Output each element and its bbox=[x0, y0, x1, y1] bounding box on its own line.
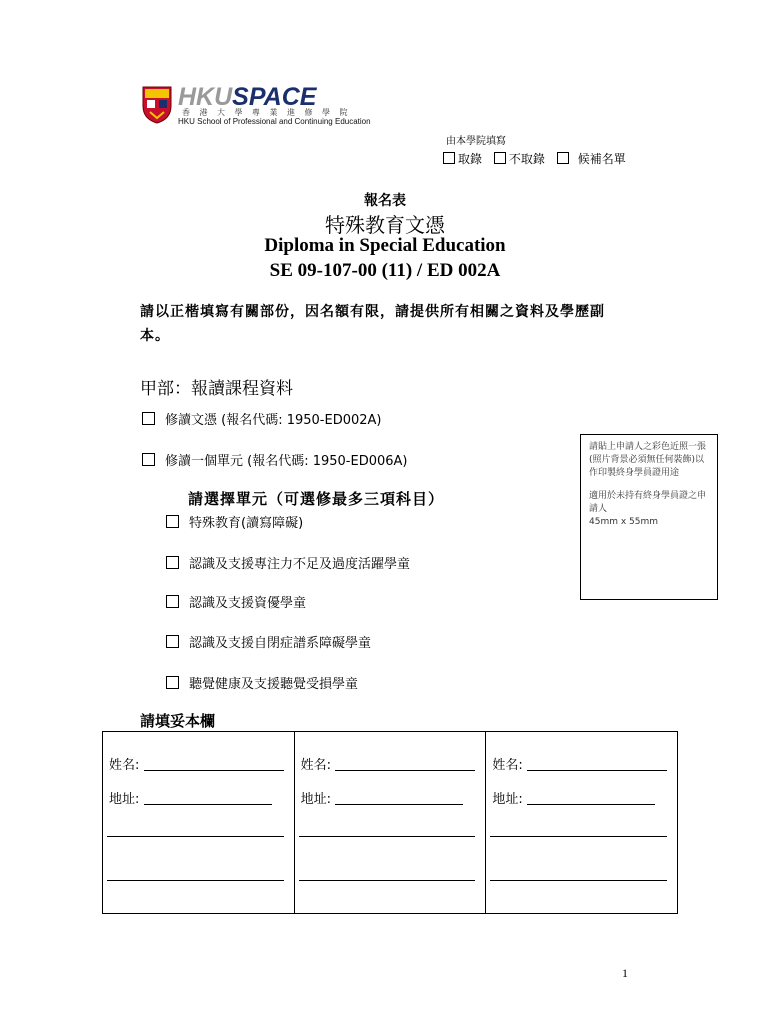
name-field[interactable] bbox=[527, 770, 667, 771]
name-field[interactable] bbox=[335, 770, 475, 771]
name-label: 姓名: bbox=[492, 758, 523, 773]
checkbox[interactable] bbox=[166, 556, 179, 569]
photo-instruction: 請貼上申請人之彩色近照一張(照片背景必須無任何裝飾)以作印製終身學員證用途 bbox=[589, 442, 707, 478]
checkbox[interactable] bbox=[166, 515, 179, 528]
office-use-label: 由本學院填寫 bbox=[446, 136, 506, 147]
module-prompt: 請選擇單元（可選修最多三項科目） bbox=[188, 490, 445, 508]
notice-text: 請以正楷填寫有關部份，因名額有限，請提供所有相關之資料及學歷副本。 bbox=[140, 304, 605, 344]
checkbox[interactable] bbox=[166, 595, 179, 608]
page-number: 1 bbox=[622, 966, 628, 980]
option-single-module[interactable] bbox=[142, 450, 408, 469]
photo-size: 45mm x 55mm bbox=[589, 517, 659, 527]
photo-box[interactable] bbox=[580, 434, 718, 600]
option-diploma[interactable] bbox=[142, 409, 382, 428]
module-option[interactable] bbox=[166, 553, 410, 572]
address-section-title: 請填妥本欄 bbox=[140, 712, 216, 730]
brand-chinese-name: 香港大學專業進修學院 bbox=[182, 108, 357, 117]
option-admitted: 取錄 bbox=[458, 152, 483, 166]
option-waitlist: 候補名單 bbox=[577, 152, 626, 166]
module-label: 聽覺健康及支援聽覺受損學童 bbox=[189, 677, 359, 692]
address-row bbox=[301, 788, 464, 807]
module-option[interactable] bbox=[166, 632, 371, 651]
name-row bbox=[492, 754, 667, 773]
address-line[interactable] bbox=[299, 836, 476, 837]
address-line[interactable] bbox=[299, 880, 476, 881]
programme-code: SE 09-107-00 (11) / ED 002A bbox=[269, 260, 501, 281]
module-option[interactable] bbox=[166, 592, 306, 611]
checkbox[interactable] bbox=[443, 152, 455, 164]
name-label: 姓名: bbox=[109, 758, 140, 773]
address-row bbox=[109, 788, 272, 807]
module-label: 認識及支援資優學童 bbox=[189, 596, 307, 611]
option-not-admitted: 不取錄 bbox=[508, 152, 545, 166]
module-option[interactable] bbox=[166, 673, 358, 692]
address-label-cell[interactable] bbox=[486, 732, 677, 913]
address-label: 地址: bbox=[300, 792, 332, 807]
name-row bbox=[301, 754, 476, 773]
address-line[interactable] bbox=[107, 880, 284, 881]
checkbox[interactable] bbox=[142, 412, 155, 425]
module-label: 認識及支援自閉症譜系障礙學童 bbox=[189, 636, 372, 651]
form-title: 報名表 bbox=[364, 193, 406, 209]
address-field[interactable] bbox=[335, 804, 463, 805]
name-row bbox=[109, 754, 284, 773]
module-label: 認識及支援專注力不足及過度活躍學童 bbox=[189, 557, 411, 572]
address-row bbox=[492, 788, 655, 807]
programme-title-zh: 特殊教育文憑 bbox=[325, 213, 445, 237]
checkbox[interactable] bbox=[142, 453, 155, 466]
section-a-title: 甲部：報讀課程資料 bbox=[140, 379, 293, 399]
address-line[interactable] bbox=[490, 880, 667, 881]
address-line[interactable] bbox=[107, 836, 284, 837]
brand-subtitle: HKU School of Professional and Continuing Education bbox=[178, 117, 371, 126]
office-use-options bbox=[443, 150, 626, 167]
module-option[interactable] bbox=[166, 512, 303, 531]
checkbox[interactable] bbox=[494, 152, 506, 164]
option-label: 修讀一個單元 (報名代碼: 1950-ED006A) bbox=[165, 454, 408, 469]
checkbox[interactable] bbox=[557, 152, 569, 164]
address-label-grid bbox=[102, 731, 678, 914]
address-label-cell[interactable] bbox=[103, 732, 295, 913]
address-label: 地址: bbox=[492, 792, 523, 807]
brand-wordmark: HKUSPACE bbox=[178, 83, 317, 111]
name-field[interactable] bbox=[144, 770, 284, 771]
address-field[interactable] bbox=[527, 804, 655, 805]
address-line[interactable] bbox=[490, 836, 667, 837]
programme-title-en: Diploma in Special Education bbox=[264, 235, 506, 256]
checkbox[interactable] bbox=[166, 635, 179, 648]
hku-crest-logo bbox=[142, 86, 172, 124]
photo-eligibility: 適用於未持有終身學員證之申請人 bbox=[589, 491, 707, 514]
module-label: 特殊教育(讀寫障礙) bbox=[189, 516, 304, 531]
name-label: 姓名: bbox=[300, 758, 332, 773]
address-label: 地址: bbox=[109, 792, 140, 807]
checkbox[interactable] bbox=[166, 676, 179, 689]
address-label-cell[interactable] bbox=[295, 732, 487, 913]
option-label: 修讀文憑 (報名代碼: 1950-ED002A) bbox=[165, 413, 382, 428]
address-field[interactable] bbox=[144, 804, 272, 805]
